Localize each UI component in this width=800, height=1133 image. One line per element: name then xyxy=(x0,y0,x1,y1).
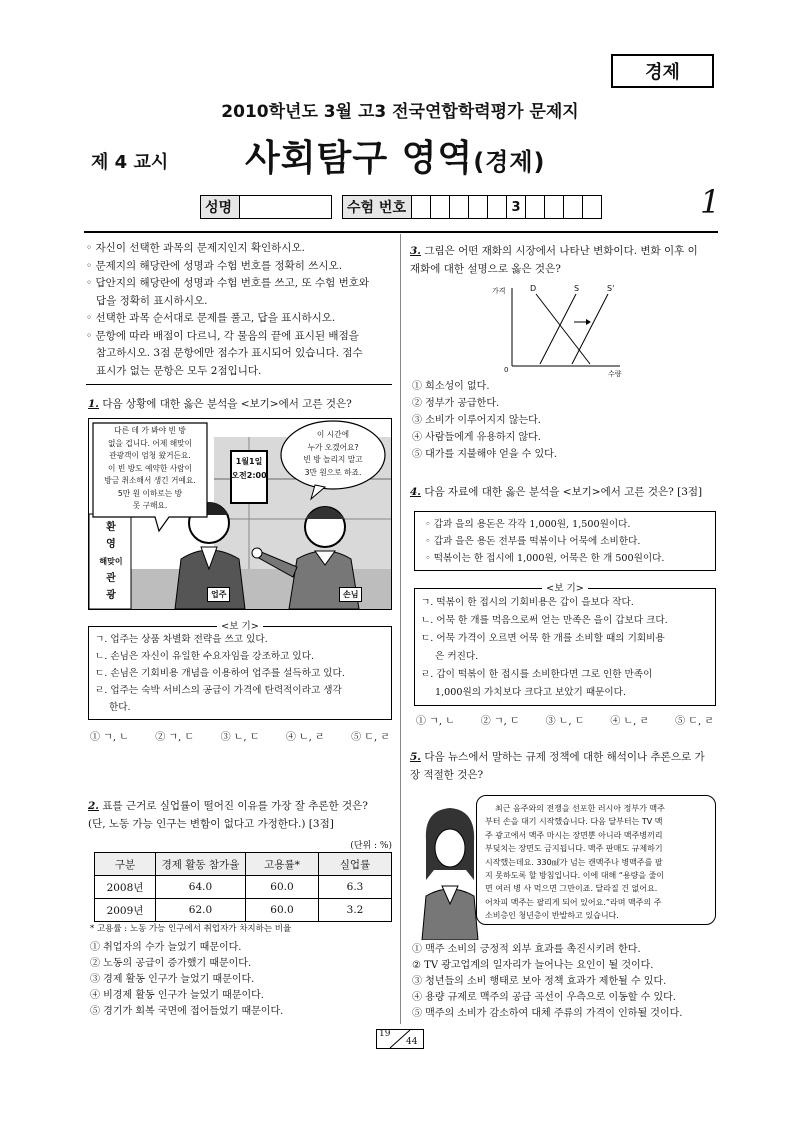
guest-speech-bubble xyxy=(281,429,385,479)
exam-no-cell[interactable] xyxy=(469,195,488,219)
news-box xyxy=(476,795,716,925)
q3-supply-demand-graph xyxy=(490,280,630,380)
graph-origin: 0 xyxy=(504,366,509,374)
choice[interactable]: ② 노동의 공급이 증가했기 때문이다. xyxy=(90,958,252,969)
page-total: 44 xyxy=(406,1037,418,1047)
area-sub: (경제) xyxy=(473,148,546,176)
choice[interactable]: ② 정부가 공급한다. xyxy=(412,398,500,409)
anchor-svg xyxy=(414,800,484,940)
td: 2008년 xyxy=(95,876,156,899)
choice[interactable]: ④ 용량 규제로 맥주의 공급 곡선이 우측으로 이동할 수 있다. xyxy=(412,992,676,1003)
date-sign xyxy=(231,455,267,483)
notice-line: ◦ 문제지의 해당란에 성명과 수험 번호를 정확히 쓰시오. xyxy=(86,259,343,272)
subject-tab: 경제 xyxy=(611,54,714,88)
q4-bogi-box xyxy=(414,583,716,706)
news-line: 최근 음주와의 전쟁을 선포한 러시아 정부가 맥주 xyxy=(495,804,665,813)
notice-line: 답을 정확히 표시하시오. xyxy=(96,294,208,307)
choice[interactable]: ⑤ 대가를 지불해야 얻을 수 있다. xyxy=(412,449,557,460)
bogi-item: ㄱ. 떡볶이 한 접시의 기회비용은 갑이 을보다 작다. xyxy=(421,597,634,608)
q4-stem xyxy=(410,484,716,499)
exam-no-cell[interactable] xyxy=(450,195,469,219)
exam-no-cell[interactable] xyxy=(431,195,450,219)
id-row xyxy=(200,195,602,219)
page-counter xyxy=(376,1029,424,1049)
owner-tag: 업주 xyxy=(207,587,230,602)
bubble-line: 관광객이 엄청 왔거든요. xyxy=(109,451,191,460)
q3-text-2: 재화에 대한 설명으로 옳은 것은? xyxy=(410,263,561,275)
welcome-banner xyxy=(91,519,131,604)
choice[interactable]: ③ ㄴ, ㄷ xyxy=(220,732,260,743)
supply-curve-shifted xyxy=(572,294,608,364)
bogi-item: 1,000원의 가치보다 크다고 보았기 때문이다. xyxy=(435,687,626,698)
th: 고용률* xyxy=(246,853,319,876)
td: 60.0 xyxy=(246,876,319,899)
exam-no-cell[interactable] xyxy=(564,195,583,219)
banner-char: 환 xyxy=(106,522,116,533)
exam-no-digit: 3 xyxy=(507,195,526,219)
table-row xyxy=(95,899,392,922)
owner-speech-bubble xyxy=(93,425,207,513)
td: 60.0 xyxy=(246,899,319,922)
exam-title: 2010학년도 3월 고3 전국연합학력평가 문제지 xyxy=(221,102,579,122)
exam-no-cell[interactable] xyxy=(583,195,602,219)
news-line: 소비층인 청년층이 반발하고 있습니다. xyxy=(485,911,619,921)
exam-no-label: 수험 번호 xyxy=(342,195,412,219)
q1-bogi-box xyxy=(88,621,392,720)
q2-choices xyxy=(90,940,394,1020)
bubble-line: 빈 방 놀리지 말고 xyxy=(303,455,363,464)
bogi-item: ㄴ. 손님은 자신이 유일한 수요자임을 강조하고 있다. xyxy=(95,651,315,662)
q4-data-box xyxy=(414,511,716,571)
q1-choices xyxy=(90,728,390,743)
bubble-line: 없을 겁니다. 어제 해맞이 xyxy=(107,438,193,448)
bubble-line: 방금 취소해서 생긴 거예요. xyxy=(104,476,196,485)
bogi-item: ㄹ. 업주는 숙박 서비스의 공급이 가격에 탄력적이라고 생각 xyxy=(95,685,342,696)
th: 경제 활동 참가율 xyxy=(156,853,246,876)
data-line: ◦ 떡볶이는 한 접시에 1,000원, 어묵은 한 개 500원이다. xyxy=(425,553,665,564)
td: 2009년 xyxy=(95,899,156,922)
bubble-line: 5만 원 이하로는 방 xyxy=(117,488,183,498)
q1-cartoon xyxy=(88,418,392,610)
exam-no-cell[interactable] xyxy=(412,195,431,219)
choice[interactable]: ① 맥주 소비의 긍정적 외부 효과를 촉진시키려 한다. xyxy=(412,944,641,955)
notice-line: ◦ 선택한 과목 순서대로 문제를 풀고, 답을 표시하시오. xyxy=(86,312,336,324)
graph-ylabel: 가격 xyxy=(492,287,506,295)
q2-number: 2. xyxy=(88,800,99,812)
table-row xyxy=(95,876,392,899)
news-line: 시작했는데요. 330㎖가 넘는 캔맥주나 병맥주를 팔 xyxy=(485,857,663,867)
choice[interactable]: ③ ㄴ, ㄷ xyxy=(545,716,585,727)
banner-char: 광 xyxy=(106,590,116,601)
exam-no-cell[interactable] xyxy=(488,195,507,219)
q5-number: 5. xyxy=(410,751,421,763)
news-line: 부터 손을 대기 시작했습니다. 다음 달부터는 TV 맥 xyxy=(485,817,663,827)
choice[interactable]: ③ 청년들의 소비 행태로 보아 정책 효과가 제한될 수 있다. xyxy=(412,976,667,987)
name-label: 성명 xyxy=(200,195,240,219)
bubble-line: 3만 원으로 하죠. xyxy=(304,467,362,477)
notice-list xyxy=(86,240,392,380)
data-line: ◦ 갑과 을의 용돈은 각각 1,000원, 1,500원이다. xyxy=(425,519,631,530)
bogi-item: ㄷ. 어묵 가격이 오르면 어묵 한 개를 소비할 때의 기회비용 xyxy=(421,633,665,644)
notice-line: 표시가 없는 문항은 모두 2점입니다. xyxy=(96,364,262,377)
graph-svg xyxy=(490,280,630,380)
banner-char: 관 xyxy=(106,573,116,584)
bogi-item: ㄱ. 업주는 상품 차별화 전략을 쓰고 있다. xyxy=(95,634,268,645)
q2-text-2: (단, 노동 가능 인구는 변함이 없다고 가정한다.) [3점] xyxy=(88,818,334,830)
q2-footnote: * 고용률 : 노동 가능 인구에서 취업자가 차지하는 비율 xyxy=(90,924,292,934)
news-line: 지 못하도록 할 방침입니다. 이에 대해 “용량을 줄이 xyxy=(485,871,665,881)
choice[interactable]: ④ ㄴ, ㄹ xyxy=(285,732,325,743)
period-label: 제 4 교시 xyxy=(91,152,169,173)
news-line: 부딪치는 장면도 금지됩니다. 맥주 판매도 규제하기 xyxy=(485,844,663,854)
name-field[interactable] xyxy=(240,195,332,219)
bubble-line: 누가 오겠어요? xyxy=(307,442,359,452)
choice[interactable]: ⑤ 맥주의 소비가 감소하여 대체 주류의 가격이 인하될 것이다. xyxy=(412,1008,683,1019)
graph-d-label: D xyxy=(530,284,537,293)
q3-stem xyxy=(410,242,716,278)
q3-text: 그림은 어떤 재화의 시장에서 나타난 변화이다. 변화 이후 이 xyxy=(424,245,698,257)
choice[interactable]: ⑤ ㄷ, ㄹ xyxy=(351,732,390,743)
choice[interactable]: ④ ㄴ, ㄹ xyxy=(610,716,650,727)
graph-xlabel: 수량 xyxy=(608,370,622,378)
notice-line: ◦ 답안지의 해당란에 성명과 수험 번호를 쓰고, 또 수험 번호와 xyxy=(86,277,370,289)
exam-no-cell[interactable] xyxy=(545,195,564,219)
graph-s-label: S xyxy=(574,284,580,293)
area-title xyxy=(245,130,546,181)
td: 3.2 xyxy=(319,899,392,922)
td: 64.0 xyxy=(156,876,246,899)
choice[interactable]: ① 취업자의 수가 늘었기 때문이다. xyxy=(90,942,242,953)
news-line: 면 여러 병 사 먹으면 그만이죠. 달라질 건 없어요. xyxy=(485,884,658,894)
bogi-item: 은 커진다. xyxy=(435,651,479,662)
choice[interactable]: ④ 비경제 활동 인구가 늘었기 때문이다. xyxy=(90,990,264,1001)
banner-char: 해맞이 xyxy=(99,557,123,566)
bubble-line: 이 시간에 xyxy=(316,430,350,439)
news-line: 어차피 맥주는 팔리게 되어 있어요.”라며 맥주의 주 xyxy=(485,897,662,907)
q2-stem xyxy=(88,797,394,833)
area-main: 사회탐구 영역 xyxy=(245,138,474,179)
choice[interactable]: ④ 사람들에게 유용하지 않다. xyxy=(412,432,541,443)
choice[interactable]: ⑤ 경기가 회복 국면에 접어들었기 때문이다. xyxy=(90,1006,284,1017)
choice[interactable]: ① 희소성이 없다. xyxy=(412,381,490,392)
choice[interactable]: ② ㄱ, ㄷ xyxy=(480,716,520,727)
graph-s2-label: S' xyxy=(607,284,615,293)
page-current: 19 xyxy=(379,1029,391,1039)
choice[interactable]: ① ㄱ, ㄴ xyxy=(416,716,455,727)
notice-divider xyxy=(86,384,392,385)
q4-choices xyxy=(416,712,714,727)
data-line: ◦ 갑과 을은 용돈 전부를 떡볶이나 어묵에 소비한다. xyxy=(425,536,641,547)
choice[interactable]: ② ㄱ, ㄷ xyxy=(155,732,195,743)
page-number: 1 xyxy=(700,183,721,221)
q3-choices xyxy=(412,378,716,463)
arrow-head-icon xyxy=(586,319,591,325)
bogi-item: ㄷ. 손님은 기회비용 개념을 이용하여 업주를 설득하고 있다. xyxy=(95,668,345,679)
choice[interactable]: ① ㄱ, ㄴ xyxy=(90,732,129,743)
q2-text: 표를 근거로 실업률이 떨어진 이유를 가장 잘 추론한 것은? xyxy=(102,800,368,812)
choice[interactable]: ② TV 광고업계의 일자리가 늘어나는 요인이 될 것이다. xyxy=(412,960,654,971)
td: 62.0 xyxy=(156,899,246,922)
bubble-line: 다른 데 가 봐야 빈 방 xyxy=(114,426,186,435)
q4-number: 4. xyxy=(410,486,421,498)
q5-text: 다음 뉴스에서 말하는 규제 정책에 대한 해석이나 추론으로 가 xyxy=(424,751,705,763)
choice[interactable]: ③ 경제 활동 인구가 늘었기 때문이다. xyxy=(90,974,255,985)
bogi-item: ㄴ. 어묵 한 개를 먹음으로써 얻는 만족은 을이 갑보다 크다. xyxy=(421,615,668,626)
q4-text: 다음 자료에 대한 옳은 분석을 <보기>에서 고른 것은? [3점] xyxy=(424,486,703,498)
choice[interactable]: ⑤ ㄷ, ㄹ xyxy=(675,716,714,727)
sign-line: 1월1일 xyxy=(235,457,263,466)
q1-stem xyxy=(88,396,393,414)
bogi-item: 한다. xyxy=(109,702,131,713)
q5-text-2: 장 적절한 것은? xyxy=(410,769,484,781)
q2-unit: (단위 : %) xyxy=(350,841,392,851)
bogi-item: ㄹ. 갑이 떡볶이 한 접시를 소비한다면 그로 인한 만족이 xyxy=(421,669,653,680)
q4-bogi-title: <보 기> xyxy=(415,580,715,598)
supply-curve xyxy=(540,294,576,364)
demand-curve xyxy=(536,294,590,364)
news-line: 주 광고에서 맥주 마시는 장면뿐 아니라 맥주병끼리 xyxy=(485,830,663,840)
q3-number: 3. xyxy=(410,245,421,257)
column-divider xyxy=(400,234,401,1024)
q2-table xyxy=(94,852,392,922)
header-rule xyxy=(84,231,718,233)
notice-line: ◦ 자신이 선택한 과목의 문제지인지 확인하시오. xyxy=(86,242,305,254)
guest-tag: 손님 xyxy=(339,587,362,602)
news-anchor-illustration xyxy=(414,800,484,940)
q5-stem xyxy=(410,748,718,784)
banner-char: 영 xyxy=(106,539,116,550)
notice-line: ◦ 문항에 따라 배점이 다르니, 각 물음의 끝에 표시된 배점을 xyxy=(86,329,359,342)
th: 실업률 xyxy=(319,853,392,876)
q1-number: 1. xyxy=(88,398,99,410)
bubble-line: 이 빈 방도 예약한 사람이 xyxy=(107,463,193,473)
sign-line: 오전2:00 xyxy=(231,471,267,480)
bubble-line: 못 구해요. xyxy=(132,501,168,510)
q1-text: 다음 상황에 대한 옳은 분석을 <보기>에서 고른 것은? xyxy=(102,398,352,410)
th: 구분 xyxy=(95,853,156,876)
td: 6.3 xyxy=(319,876,392,899)
choice[interactable]: ③ 소비가 이루어지지 않는다. xyxy=(412,415,541,426)
q5-choices xyxy=(412,942,718,1022)
notice-line: 참고하시오. 3점 문항에만 점수가 표시되어 있습니다. 점수 xyxy=(96,347,363,359)
exam-no-cell[interactable] xyxy=(526,195,545,219)
q1-bogi-title: <보 기> xyxy=(89,618,391,635)
